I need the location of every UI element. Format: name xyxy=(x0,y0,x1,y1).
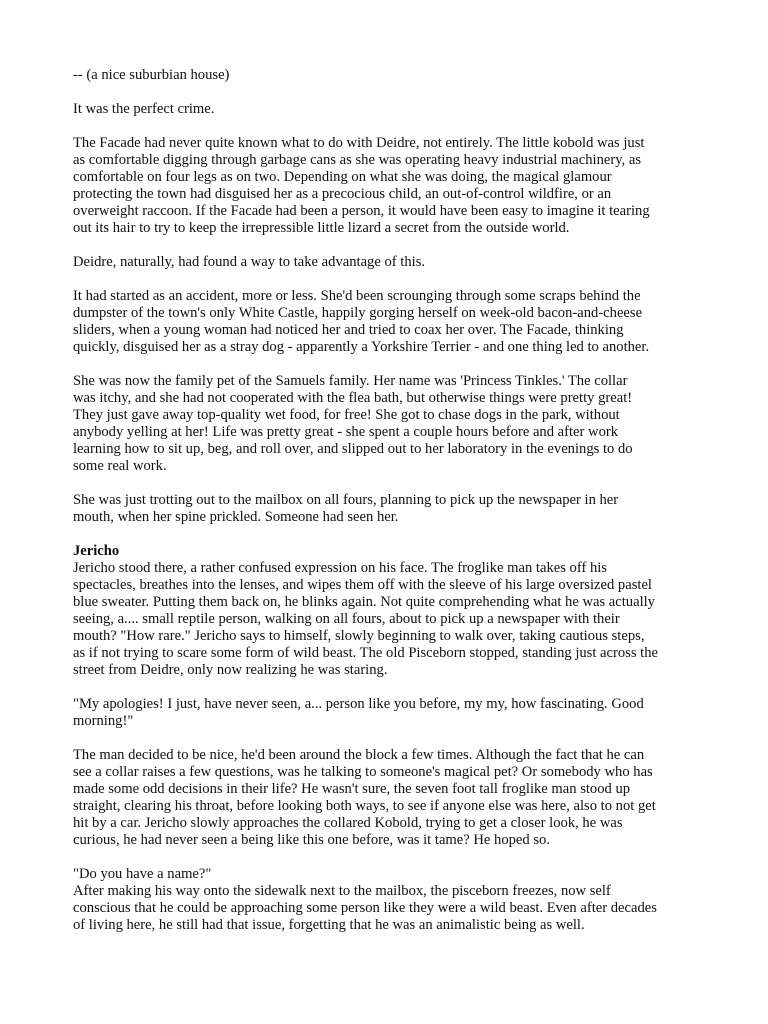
opening-line: It was the perfect crime. xyxy=(73,101,215,117)
paragraph-advantage: Deidre, naturally, had found a way to take advantage of this. xyxy=(73,254,426,270)
document-page xyxy=(73,67,697,951)
paragraph-mailbox: She was just trotting out to the mailbox on all fours, planning to pick up the newspaper in her mouth, when her spine prickled. Someone had seen her. xyxy=(73,492,619,525)
paragraph-accident: It had started as an accident, more or less. She'd been scrounging through some scraps behind the dumpster of the town's only White Castle, happily gorging herself on week-old bacon-and-cheese sliders, when a young woman had noticed her and tried to coax her over. The Facade, thinking quickly, disguised her as a stray dog - apparently a Yorkshire Terrier - and one thing led to another. xyxy=(73,288,650,355)
paragraph-sidewalk: After making his way onto the sidewalk next to the mailbox, the pisceborn freezes, now self conscious that he could be approaching some person like they were a wild beast. Even after decades of living here, he still had that issue, forgetting that he was an animalistic being as well. xyxy=(73,883,657,933)
paragraph-jericho-sees: Jericho stood there, a rather confused expression on his face. The froglike man takes off his spectacles, breathes into the lenses, and wipes them off with the sleeve of his large oversized pastel blue sweater. Putting them back on, he blinks again. Not quite comprehending what he was actually seeing, a.... small reptile person, walking on all fours, about to pick up a newspaper with their mouth? "How rare." Jericho says to himself, slowly beginning to walk over, taking cautious steps, as if not trying to scare some form of wild beast. The old Pisceborn stopped, standing just across the street from Deidre, only now realizing he was staring. xyxy=(73,560,658,678)
paragraph-apology: "My apologies! I just, have never seen, a... person like you before, my my, how fascinating. Good morning!" xyxy=(73,696,644,729)
paragraph-approach: The man decided to be nice, he'd been around the block a few times. Although the fact that he can see a collar raises a few questions, was he talking to someone's magical pet? Or somebody who has made some odd decisions in their life? He wasn't sure, the seven foot tall froglike man stood up straight, clearing his throat, before looking both ways, to see if anyone else was here, also to not get hit by a car. Jericho slowly approaches the collared Kobold, trying to get a closer look, he was curious, he had never seen a being like this one before, was it tame? He hoped so. xyxy=(73,747,656,848)
speaker-heading: Jericho xyxy=(73,543,120,559)
scene-heading: -- (a nice suburbian house) xyxy=(73,67,230,83)
paragraph-facade: The Facade had never quite known what to do with Deidre, not entirely. The little kobold was just as comfortable digging through garbage cans as she was operating heavy industrial machinery, as comfortable on four legs as on two. Depending on what she was doing, the magical glamour protecting the town had disguised her as a precocious child, an out-of-control wildfire, or an overweight raccoon. If the Facade had been a person, it would have been easy to imagine it tearing out its hair to try to keep the irrepressible little lizard a secret from the outside world. xyxy=(73,135,650,236)
dialogue-name-question: "Do you have a name?" xyxy=(73,866,212,882)
paragraph-family-pet: She was now the family pet of the Samuels family. Her name was 'Princess Tinkles.' The collar was itchy, and she had not cooperated with the flea bath, but otherwise things were pretty great! They just gave away top-quality wet food, for free! She got to chase dogs in the park, without anybody yelling at her! Life was pretty great - she spent a couple hours before and after work learning how to sit up, beg, and roll over, and slipped out to her laboratory in the evenings to do some real work. xyxy=(73,373,633,474)
